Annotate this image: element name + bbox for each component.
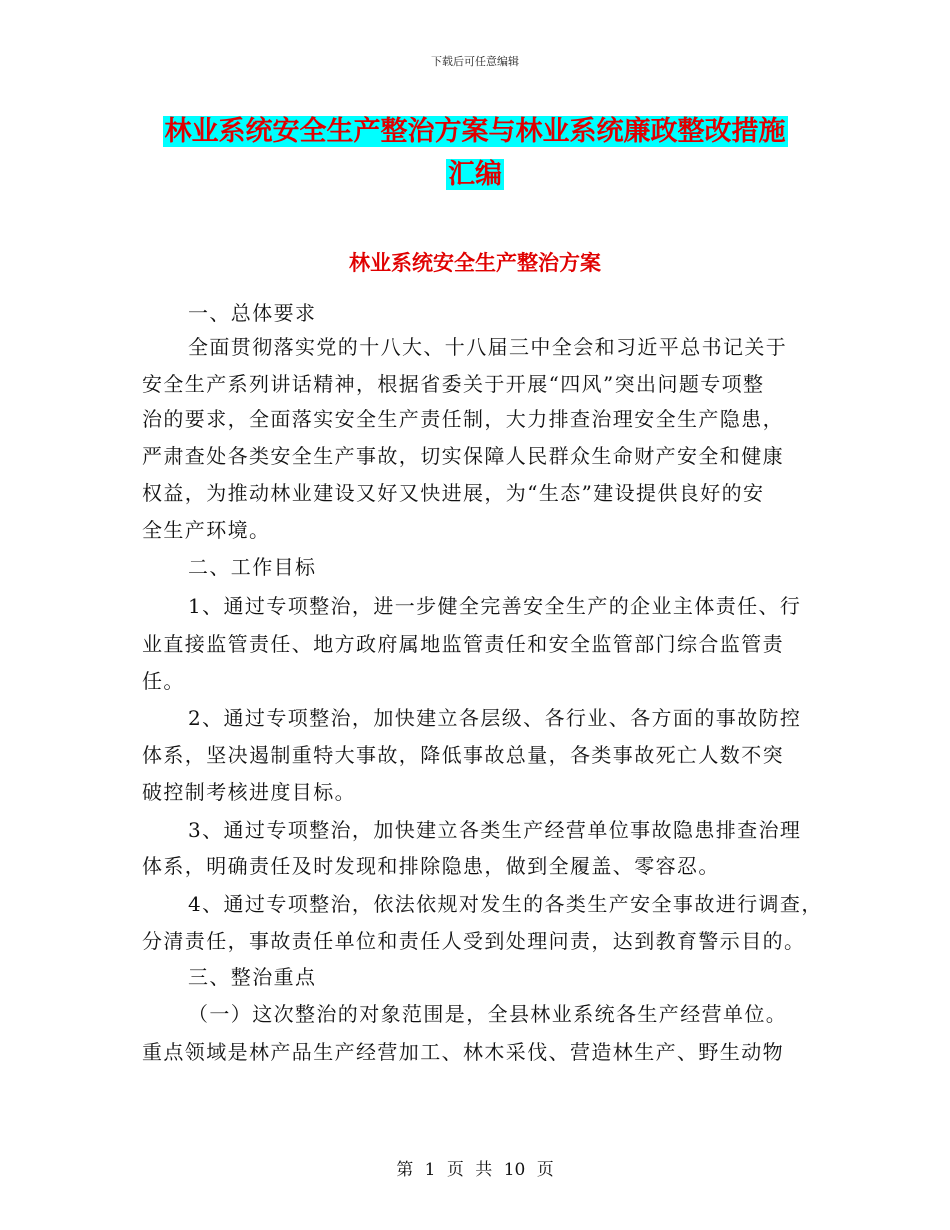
text-line: （一）这次整治的对象范围是，全县林业系统各生产经营单位。 (188, 1002, 788, 1026)
header-note: 下载后可任意编辑 (431, 55, 519, 68)
text-line: 二、工作目标 (188, 555, 317, 579)
text-line: 三、整治重点 (188, 965, 317, 989)
text-line: 重点领域是林产品生产经营加工、林木采伐、营造林生产、野生动物 (142, 1040, 784, 1064)
main-title-text-1: 林业系统安全生产整治方案与林业系统廉政整改措施 (164, 116, 786, 147)
text-line: 治的要求，全面落实安全生产责任制，大力排查治理安全生产隐患， (142, 407, 784, 431)
section-title: 林业系统安全生产整治方案 (349, 250, 601, 275)
text-line: 分清责任，事故责任单位和责任人受到处理问责，达到教育警示目的。 (142, 929, 806, 953)
text-line: 3、通过专项整治，加快建立各类生产经营单位事故隐患排查治理 (188, 818, 802, 842)
text-line: 安全生产系列讲话精神，根据省委关于开展“四风”突出问题专项整 (142, 372, 765, 396)
text-line: 1、通过专项整治，进一步健全完善安全生产的企业主体责任、行 (188, 594, 802, 618)
text-line: 严肃查处各类安全生产事故，切实保障人民群众生命财产安全和健康 (142, 444, 784, 468)
main-title-text-2: 汇编 (448, 159, 502, 190)
text-line: 权益，为推动林业建设又好又快进展，为“生态”建设提供良好的安 (142, 481, 765, 505)
text-line: 一、总体要求 (188, 301, 317, 325)
text-line: 业直接监管责任、地方政府属地监管责任和安全监管部门综合监管责 (142, 632, 784, 656)
text-line: 全面贯彻落实党的十八大、十八届三中全会和习近平总书记关于 (188, 335, 788, 359)
text-line: 体系，坚决遏制重特大事故，降低事故总量，各类事故死亡人数不突 (142, 743, 784, 767)
text-line: 2、通过专项整治，加快建立各层级、各行业、各方面的事故防控 (188, 706, 802, 730)
page-footer: 第 1 页 共 10 页 (396, 1160, 554, 1180)
text-line: 体系，明确责任及时发现和排除隐患，做到全履盖、零容忍。 (142, 854, 720, 878)
main-title-line-2 (0, 155, 950, 195)
text-line: 4、通过专项整治，依法依规对发生的各类生产安全事故进行调查， (188, 892, 823, 916)
text-line: 全生产环境。 (142, 518, 271, 542)
main-title-line-1 (0, 112, 950, 152)
text-line: 破控制考核进度目标。 (142, 780, 356, 804)
text-line: 任。 (142, 669, 185, 693)
